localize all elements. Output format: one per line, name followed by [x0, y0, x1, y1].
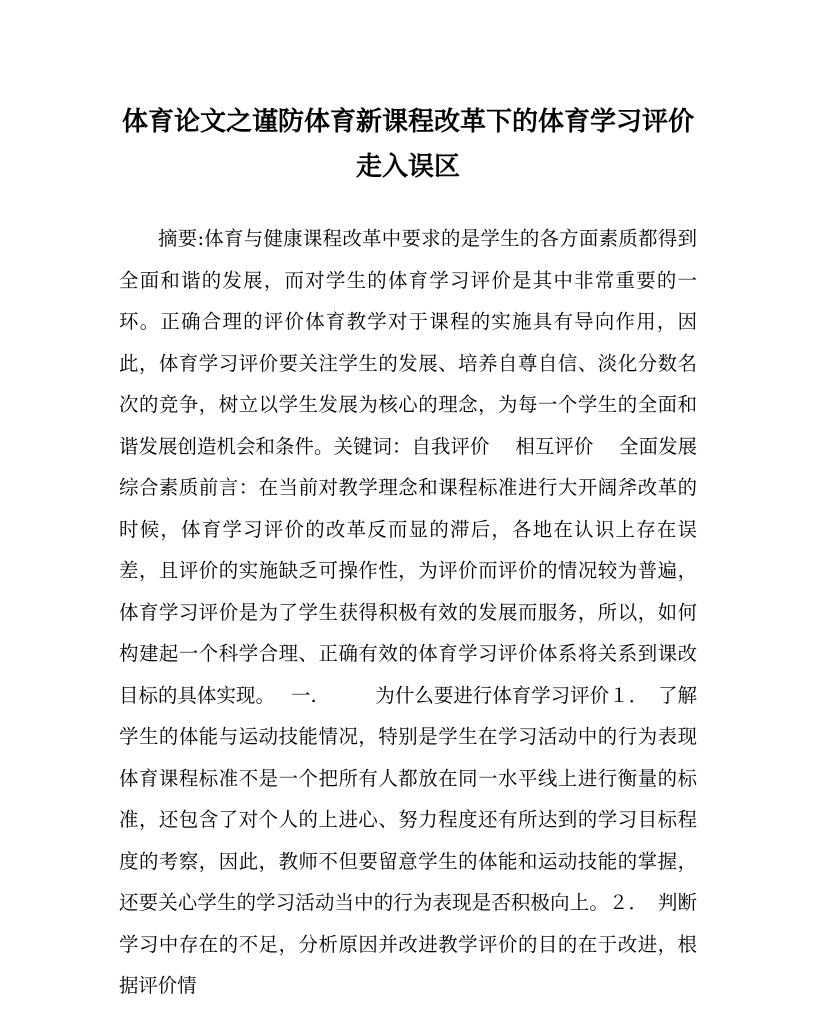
document-title: 体育论文之谨防体育新课程改革下的体育学习评价走入误区 [121, 107, 694, 182]
document-body: 摘要:体育与健康课程改革中要求的是学生的各方面素质都得到全面和谐的发展，而对学生的体育学习评价是其中非常重要的一环。正确合理的评价体育教学对于课程的实施具有导向作用，因此，体育学习评价要关注学生的发展、培养自尊自信、淡化分数名次的竞争，树立以学生发展为核心的理念，为每一个学生的全面和谐发展创造机会和条件。关键词：自我评价 相互评价 全面发展 综合素质前言：在当前对教学理念和课程标准进行大开阔斧改革的时候，体育学习评价的改革反而显的滞后，各地在认识上存在误差，且评价的实施缺乏可操作性，为评价而评价的情况较为普遍，体育学习评价是为了学生获得积极有效的发展而服务，所以，如何构建起一个科学合理、正确有效的体育学习评价体系将关系到课改目标的具体实现。 一. 为什么要进行体育学习评价１． 了解学生的体能与运动技能情况，特别是学生在学习活动中的行为表现体育课程标准不是一个把所有人都放在同一水平线上进行衡量的标准，还包含了对个人的上进心、努力程度还有所达到的学习目标程度的考察，因此，教师不但要留意学生的体能和运动技能的掌握，还要关心学生的学习活动当中的行为表现是否积极向上。２． 判断学习中存在的不足，分析原因并改进教学评价的目的在于改进，根据评价情 [119, 227, 723, 997]
